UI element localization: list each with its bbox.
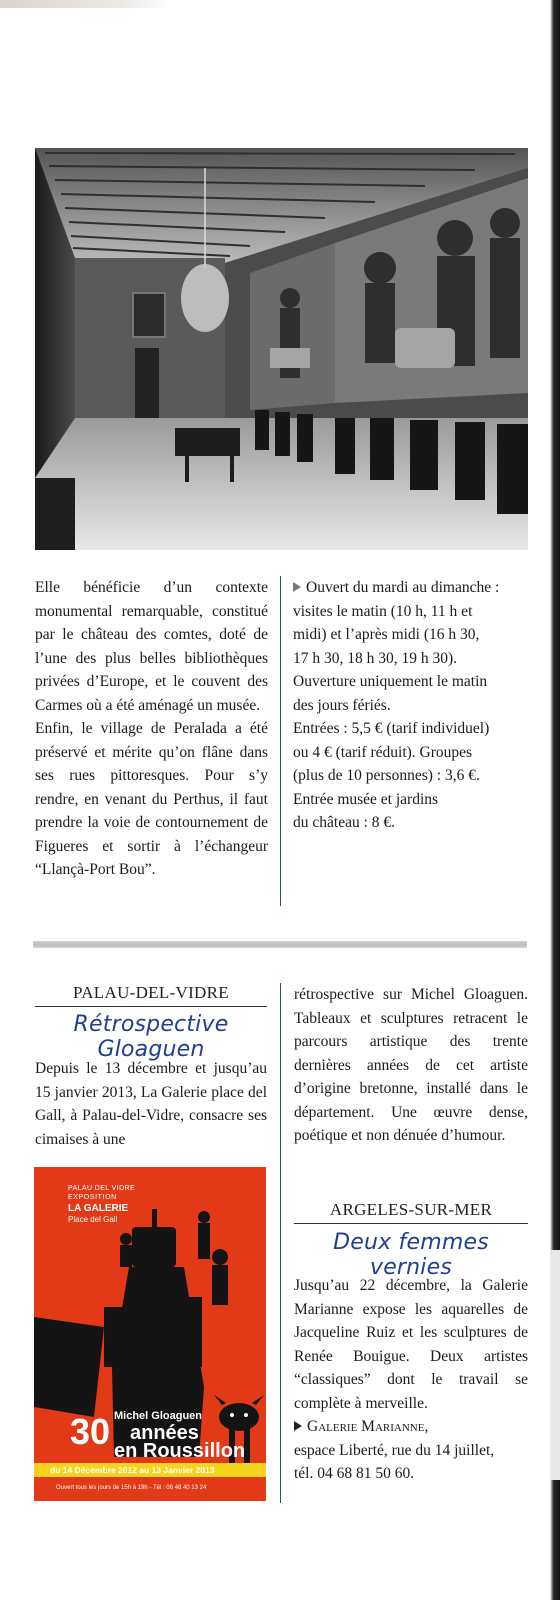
- visit-line-7: Entrées : 5,5 € (tarif individuel): [293, 720, 490, 737]
- argeles-body: [294, 1274, 528, 1486]
- palau-title: Rétrospective Gloaguen: [73, 1012, 229, 1062]
- castle-hall-photo: [35, 148, 528, 550]
- visit-line-2: visites le matin (10 h, 11 h et: [293, 602, 473, 620]
- column-divider-top: [280, 576, 281, 906]
- argeles-address: espace Liberté, rue du 14 juillet,: [294, 1441, 495, 1459]
- page-edge-top: [0, 0, 170, 8]
- poster-place: Place del Gall: [68, 1215, 118, 1224]
- section-divider: [33, 941, 527, 948]
- poster-number: 30: [70, 1411, 111, 1452]
- argeles-venue: Galerie Marianne,: [307, 1418, 429, 1435]
- poster-footer: Ouvert tous les jours de 15h à 19h - Tél : 06 48 40 13 24: [56, 1485, 207, 1491]
- visit-line-8: ou 4 € (tarif réduit). Groupes: [293, 743, 473, 761]
- intro-paragraph-1: Elle bénéficie d’un contexte monumental remarquable, constitué par le château des comtes, doté de l’une des plus belles bibliothèques privées d’Europe, et le couvent des Carmes où a été aménagé un musée.: [35, 579, 268, 714]
- exhibition-poster: [34, 1167, 266, 1501]
- palau-body-left: [35, 1057, 267, 1151]
- poster-artist: Michel Gloaguen: [114, 1410, 203, 1422]
- visit-line-10: Entrée musée et jardins: [293, 790, 439, 808]
- visit-info-column: [293, 576, 529, 835]
- palau-body-right: [294, 983, 528, 1148]
- poster-exposition: EXPOSITION: [68, 1194, 117, 1201]
- intro-text-column: [35, 576, 268, 882]
- column-divider-bottom: [280, 983, 281, 1503]
- poster-dates: du 14 Décembre 2012 au 13 Janvier 2013: [50, 1465, 215, 1475]
- palau-body-left-text: Depuis le 13 décembre et jusqu’au 15 janvier 2013, La Galerie place del Gall, à Palau-del-Vidre, consacre ses cimaises à une: [35, 1060, 267, 1148]
- intro-paragraph-2: Enfin, le village de Peralada a été préservé et mérite qu’on flâne dans ses rues pittoresques. Pour s’y rendre, en venant du Perthus, il faut prendre la voie de contournement de Figueres et sortir à l’échangeur “Llançà-Port Bou”.: [35, 720, 268, 878]
- argeles-kicker-rule: [294, 1223, 528, 1224]
- visit-line-4: 17 h 30, 18 h 30, 19 h 30).: [293, 649, 458, 667]
- arrow-bullet-icon: [294, 1421, 302, 1431]
- visit-line-6: des jours fériés.: [293, 696, 391, 714]
- visit-line-11: du château : 8 €.: [293, 814, 396, 831]
- argeles-body-text: Jusqu’au 22 décembre, la Galerie Marianne expose les aquarelles de Jacqueline Ruiz et les sculptures de Renée Bouigue. Deux artistes “classiques” dont le travail se complète à merveille.: [294, 1277, 528, 1412]
- palau-kicker-rule: [35, 1006, 267, 1007]
- poster-headline-1: années: [130, 1422, 199, 1444]
- argeles-kicker: ARGELES-SUR-MER: [329, 1200, 493, 1219]
- visit-line-1: Ouvert du mardi au dimanche :: [306, 579, 500, 596]
- arrow-bullet-icon: [293, 582, 301, 592]
- poster-gallery: LA GALERIE: [68, 1203, 129, 1214]
- argeles-title: Deux femmes vernies: [333, 1230, 489, 1280]
- poster-location: PALAU DEL VIDRE: [68, 1185, 136, 1192]
- palau-body-right-text: rétrospective sur Michel Gloaguen. Tableaux et sculptures retracent le parcours artistique des trente dernières années de cet artiste d’origine bretonne, installé dans le département. Une œuvre dense, poétique et non dénuée d’humour.: [294, 986, 528, 1144]
- visit-line-9: (plus de 10 personnes) : 3,6 €.: [293, 767, 480, 784]
- palau-kicker: PALAU-DEL-VIDRE: [73, 983, 229, 1002]
- visit-line-5: Ouverture uniquement le matin: [293, 673, 488, 690]
- argeles-phone: tél. 04 68 81 50 60.: [294, 1465, 415, 1482]
- poster-headline-2: en Roussillon: [114, 1440, 246, 1462]
- page-edge-right-light: [550, 1250, 560, 1480]
- visit-line-3: midi) et l’après midi (16 h 30,: [293, 626, 480, 643]
